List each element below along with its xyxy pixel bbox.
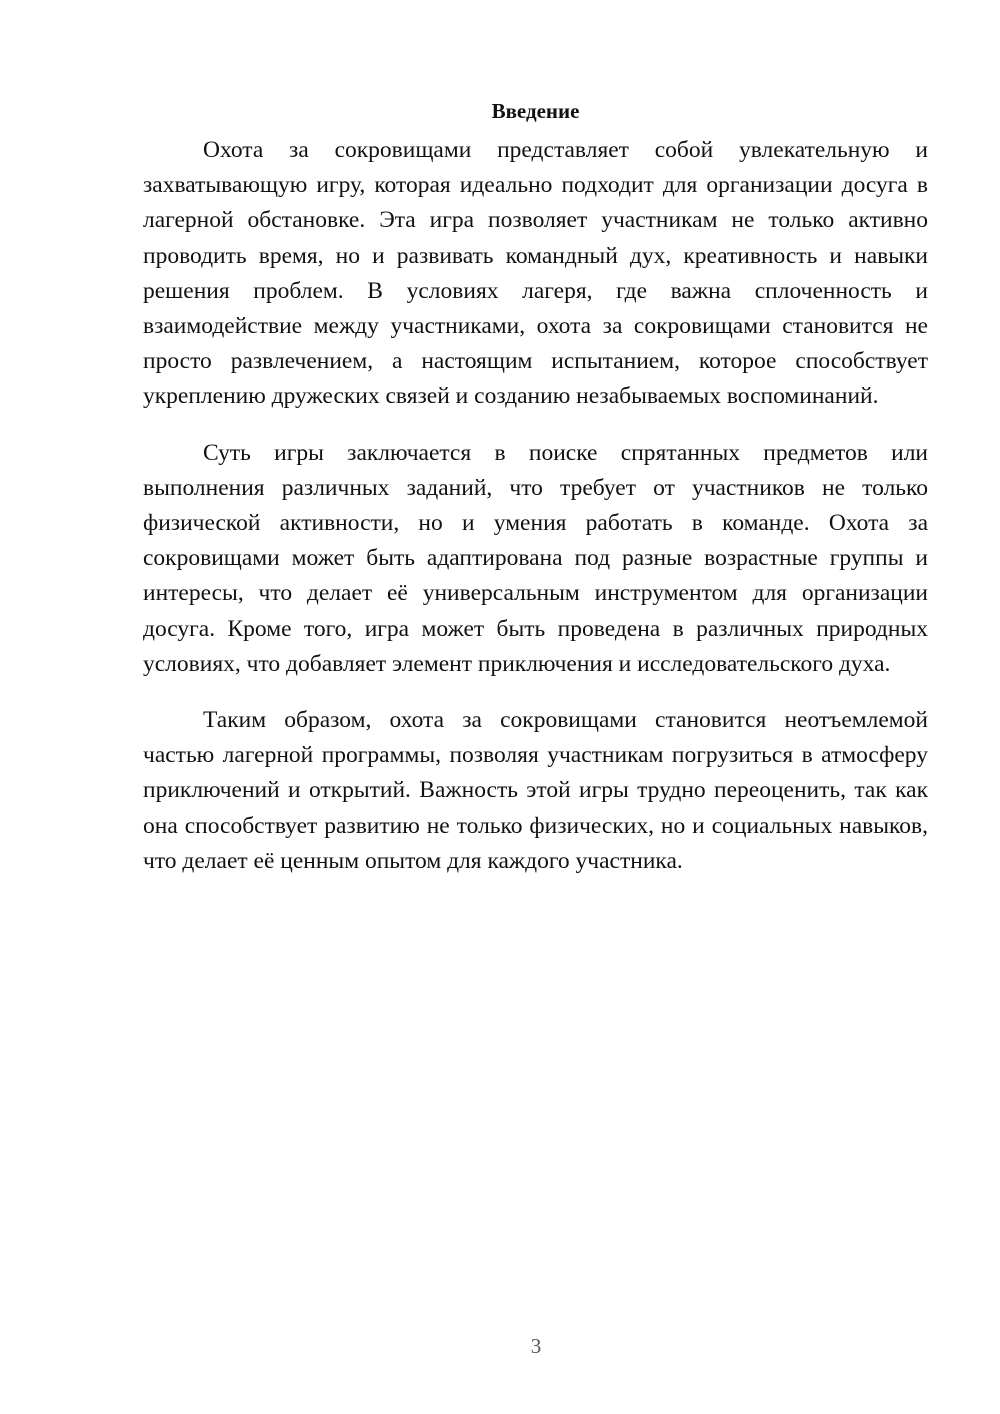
- page-content: [143, 96, 928, 879]
- paragraph-3: Таким образом, охота за сокровищами становится неотъемлемой частью лагерной программы, позволяя участникам погрузиться в атмосферу приключений и открытий. Важность этой игры трудно переоценить, так как она способствует развитию не только физических, но и социальных навыков, что делает её ценным опытом для каждого участника.: [143, 707, 928, 874]
- page-number: 3: [530, 1334, 542, 1358]
- section-heading: Введение: [491, 99, 580, 123]
- paragraph-2: Суть игры заключается в поиске спрятанных предметов или выполнения различных заданий, что требует от участников не только физической активности, но и умения работать в команде. Охота за сокровищами может быть адаптирована под разные возрастные группы и интересы, что делает её универсальным инструментом для организации досуга. Кроме того, игра может быть проведена в различных природных условиях, что добавляет элемент приключения и исследовательского духа.: [143, 439, 928, 677]
- paragraph-1: Охота за сокровищами представляет собой увлекательную и захватывающую игру, которая идеально подходит для организации досуга в лагерной обстановке. Эта игра позволяет участникам не только активно проводить время, но и развивать командный дух, креативность и навыки решения проблем. В условиях лагеря, где важна сплоченность и взаимодействие между участниками, охота за сокровищами становится не просто развлечением, а настоящим испытанием, которое способствует укреплению дружеских связей и созданию незабываемых воспоминаний.: [143, 137, 928, 410]
